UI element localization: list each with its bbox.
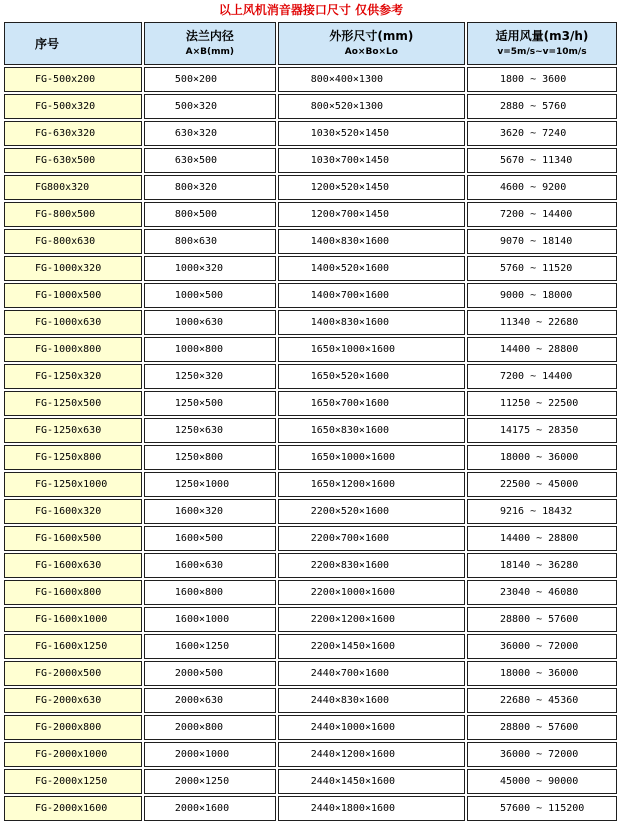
model-cell: FG-630x500 [4, 148, 142, 173]
outer-size-cell: 2200×830×1600 [278, 553, 465, 578]
table-row [4, 94, 617, 119]
flange-size-cell: 500×320 [144, 94, 276, 119]
model-cell: FG-1600x500 [4, 526, 142, 551]
table-row [4, 688, 617, 713]
airflow-cell: 28800 ~ 57600 [467, 607, 617, 632]
model-cell: FG-1250x320 [4, 364, 142, 389]
flange-size-cell: 1600×500 [144, 526, 276, 551]
airflow-cell: 36000 ~ 72000 [467, 634, 617, 659]
outer-size-cell: 1400×830×1600 [278, 310, 465, 335]
header-outer-label: 外形尺寸(mm) [329, 29, 414, 43]
outer-size-cell: 2440×700×1600 [278, 661, 465, 686]
table-row [4, 283, 617, 308]
airflow-cell: 18000 ~ 36000 [467, 445, 617, 470]
flange-size-cell: 1250×630 [144, 418, 276, 443]
table-row [4, 445, 617, 470]
table-row [4, 715, 617, 740]
model-cell: FG-1000x500 [4, 283, 142, 308]
flange-size-cell: 1600×630 [144, 553, 276, 578]
outer-size-cell: 1650×700×1600 [278, 391, 465, 416]
model-cell: FG-2000x630 [4, 688, 142, 713]
airflow-cell: 7200 ~ 14400 [467, 364, 617, 389]
table-row [4, 202, 617, 227]
outer-size-cell: 2440×1000×1600 [278, 715, 465, 740]
airflow-cell: 14400 ~ 28800 [467, 337, 617, 362]
table-row [4, 796, 617, 821]
outer-size-cell: 2200×1450×1600 [278, 634, 465, 659]
page-title: 以上风机消音器接口尺寸 仅供参考 [218, 3, 404, 17]
flange-size-cell: 630×320 [144, 121, 276, 146]
table-row [4, 310, 617, 335]
flange-size-cell: 500×200 [144, 67, 276, 92]
table-header-row [4, 22, 617, 65]
flange-size-cell: 1250×500 [144, 391, 276, 416]
airflow-cell: 9070 ~ 18140 [467, 229, 617, 254]
outer-size-cell: 1650×520×1600 [278, 364, 465, 389]
model-cell: FG-1250x1000 [4, 472, 142, 497]
outer-size-cell: 2200×1200×1600 [278, 607, 465, 632]
table-row [4, 553, 617, 578]
airflow-cell: 23040 ~ 46080 [467, 580, 617, 605]
flange-size-cell: 1600×1250 [144, 634, 276, 659]
flange-size-cell: 1000×500 [144, 283, 276, 308]
outer-size-cell: 1650×1000×1600 [278, 337, 465, 362]
header-airflow-label: 适用风量(m3/h) [495, 29, 589, 43]
table-row [4, 661, 617, 686]
model-cell: FG-500x320 [4, 94, 142, 119]
header-flange [144, 22, 276, 65]
table-row [4, 148, 617, 173]
table-row [4, 607, 617, 632]
spec-table [2, 20, 619, 823]
table-row [4, 499, 617, 524]
flange-size-cell: 1000×800 [144, 337, 276, 362]
outer-size-cell: 2440×830×1600 [278, 688, 465, 713]
airflow-cell: 57600 ~ 115200 [467, 796, 617, 821]
flange-size-cell: 2000×1000 [144, 742, 276, 767]
model-cell: FG800x320 [4, 175, 142, 200]
airflow-cell: 2880 ~ 5760 [467, 94, 617, 119]
flange-size-cell: 2000×1600 [144, 796, 276, 821]
flange-size-cell: 1250×1000 [144, 472, 276, 497]
flange-size-cell: 800×630 [144, 229, 276, 254]
model-cell: FG-1250x500 [4, 391, 142, 416]
flange-size-cell: 1600×800 [144, 580, 276, 605]
airflow-cell: 11250 ~ 22500 [467, 391, 617, 416]
model-cell: FG-500x200 [4, 67, 142, 92]
model-cell: FG-2000x800 [4, 715, 142, 740]
outer-size-cell: 1200×520×1450 [278, 175, 465, 200]
outer-size-cell: 2200×700×1600 [278, 526, 465, 551]
table-row [4, 580, 617, 605]
table-row [4, 337, 617, 362]
outer-size-cell: 1650×1000×1600 [278, 445, 465, 470]
airflow-cell: 18140 ~ 36280 [467, 553, 617, 578]
flange-size-cell: 1250×320 [144, 364, 276, 389]
airflow-cell: 14175 ~ 28350 [467, 418, 617, 443]
model-cell: FG-1600x630 [4, 553, 142, 578]
flange-size-cell: 1250×800 [144, 445, 276, 470]
header-outer-unit: Ao×Bo×Lo [344, 47, 398, 57]
table-row [4, 526, 617, 551]
flange-size-cell: 800×320 [144, 175, 276, 200]
flange-size-cell: 1600×1000 [144, 607, 276, 632]
table-row [4, 634, 617, 659]
airflow-cell: 11340 ~ 22680 [467, 310, 617, 335]
model-cell: FG-1600x1000 [4, 607, 142, 632]
model-cell: FG-1600x320 [4, 499, 142, 524]
outer-size-cell: 2200×520×1600 [278, 499, 465, 524]
airflow-cell: 18000 ~ 36000 [467, 661, 617, 686]
airflow-cell: 36000 ~ 72000 [467, 742, 617, 767]
table-row [4, 229, 617, 254]
airflow-cell: 45000 ~ 90000 [467, 769, 617, 794]
outer-size-cell: 2440×1200×1600 [278, 742, 465, 767]
model-cell: FG-2000x1600 [4, 796, 142, 821]
model-cell: FG-2000x1250 [4, 769, 142, 794]
flange-size-cell: 800×500 [144, 202, 276, 227]
table-row [4, 769, 617, 794]
outer-size-cell: 1200×700×1450 [278, 202, 465, 227]
flange-size-cell: 2000×1250 [144, 769, 276, 794]
header-flange-label: 法兰内径 [185, 29, 234, 43]
model-cell: FG-1250x630 [4, 418, 142, 443]
outer-size-cell: 1400×830×1600 [278, 229, 465, 254]
header-airflow-unit: v=5m/s~v=10m/s [497, 47, 587, 57]
table-row [4, 418, 617, 443]
airflow-cell: 1800 ~ 3600 [467, 67, 617, 92]
model-cell: FG-2000x500 [4, 661, 142, 686]
flange-size-cell: 2000×800 [144, 715, 276, 740]
outer-size-cell: 1030×520×1450 [278, 121, 465, 146]
table-row [4, 391, 617, 416]
airflow-cell: 5670 ~ 11340 [467, 148, 617, 173]
airflow-cell: 22680 ~ 45360 [467, 688, 617, 713]
flange-size-cell: 1600×320 [144, 499, 276, 524]
outer-size-cell: 1400×520×1600 [278, 256, 465, 281]
model-cell: FG-1000x630 [4, 310, 142, 335]
model-cell: FG-1600x800 [4, 580, 142, 605]
outer-size-cell: 2440×1450×1600 [278, 769, 465, 794]
model-cell: FG-1000x320 [4, 256, 142, 281]
airflow-cell: 7200 ~ 14400 [467, 202, 617, 227]
table-row [4, 472, 617, 497]
model-cell: FG-800x630 [4, 229, 142, 254]
table-row [4, 256, 617, 281]
airflow-cell: 14400 ~ 28800 [467, 526, 617, 551]
header-model: 序号 [4, 22, 142, 65]
model-cell: FG-1000x800 [4, 337, 142, 362]
outer-size-cell: 2440×1800×1600 [278, 796, 465, 821]
outer-size-cell: 800×520×1300 [278, 94, 465, 119]
airflow-cell: 9216 ~ 18432 [467, 499, 617, 524]
table-row [4, 121, 617, 146]
airflow-cell: 3620 ~ 7240 [467, 121, 617, 146]
header-airflow [467, 22, 617, 65]
outer-size-cell: 1650×1200×1600 [278, 472, 465, 497]
outer-size-cell: 2200×1000×1600 [278, 580, 465, 605]
airflow-cell: 4600 ~ 9200 [467, 175, 617, 200]
model-cell: FG-2000x1000 [4, 742, 142, 767]
model-cell: FG-800x500 [4, 202, 142, 227]
flange-size-cell: 1000×630 [144, 310, 276, 335]
flange-size-cell: 2000×500 [144, 661, 276, 686]
outer-size-cell: 1400×700×1600 [278, 283, 465, 308]
model-cell: FG-1600x1250 [4, 634, 142, 659]
airflow-cell: 28800 ~ 57600 [467, 715, 617, 740]
model-cell: FG-1250x800 [4, 445, 142, 470]
airflow-cell: 22500 ~ 45000 [467, 472, 617, 497]
table-row [4, 742, 617, 767]
table-row [4, 67, 617, 92]
airflow-cell: 9000 ~ 18000 [467, 283, 617, 308]
header-flange-unit: A×B(mm) [185, 47, 235, 57]
flange-size-cell: 630×500 [144, 148, 276, 173]
header-outer-size [278, 22, 465, 65]
flange-size-cell: 2000×630 [144, 688, 276, 713]
flange-size-cell: 1000×320 [144, 256, 276, 281]
table-row [4, 175, 617, 200]
outer-size-cell: 1030×700×1450 [278, 148, 465, 173]
table-row [4, 364, 617, 389]
outer-size-cell: 1650×830×1600 [278, 418, 465, 443]
airflow-cell: 5760 ~ 11520 [467, 256, 617, 281]
model-cell: FG-630x320 [4, 121, 142, 146]
outer-size-cell: 800×400×1300 [278, 67, 465, 92]
